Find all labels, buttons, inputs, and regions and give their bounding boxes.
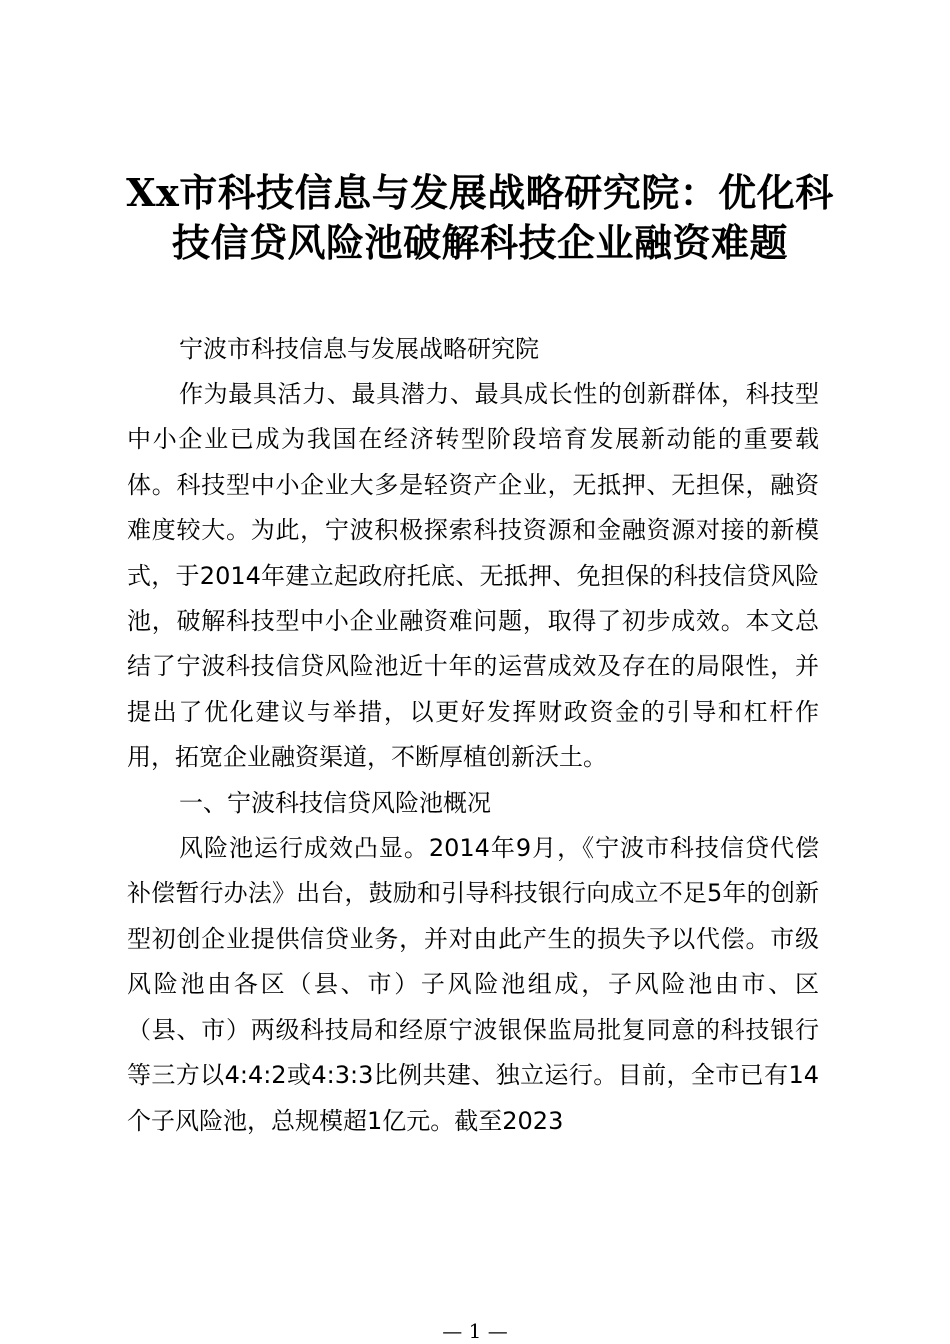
section-heading-overview: 一、宁波科技信贷风险池概况	[179, 788, 491, 817]
author-line: 宁波市科技信息与发展战略研究院	[179, 335, 539, 363]
author-block	[127, 327, 819, 372]
paragraph-intro: 作为最具活力、最具潜力、最具成长性的创新群体，科技型中小企业已成为我国在经济转型阶段培育发展新动能的重要载体。科技型中小企业大多是轻资产企业，无抵押、无担保，融资难度较大。为此，宁波积极探索科技资源和金融资源对接的新模式，于2014年建立起政府托底、无抵押、免担保的科技信贷风险池，破解科技型中小企业融资难问题，取得了初步成效。本文总结了宁波科技信贷风险池近十年的运营成效及存在的局限性，并提出了优化建议与举措，以更好发挥财政资金的引导和杠杆作用，拓宽企业融资渠道，不断厚植创新沃土。	[127, 380, 819, 772]
document-body	[127, 372, 819, 1144]
page-number: — 1 —	[442, 1319, 508, 1343]
document-title: Xx市科技信息与发展战略研究院：优化科技信贷风险池破解科技企业融资难题	[126, 170, 834, 265]
paragraph-risk-pool-results: 风险池运行成效凸显。2014年9月，《宁波市科技信贷代偿补偿暂行办法》出台，鼓励和引导科技银行向成立不足5年的创新型初创企业提供信贷业务，并对由此产生的损失予以代偿。市级风险池由各区（县、市）子风险池组成，子风险池由市、区（县、市）两级科技局和经原宁波银保监局批复同意的科技银行等三方以4:4:2或4:3:3比例共建、独立运行。目前，全市已有14个子风险池，总规模超1亿元。截至2023	[127, 834, 819, 1135]
